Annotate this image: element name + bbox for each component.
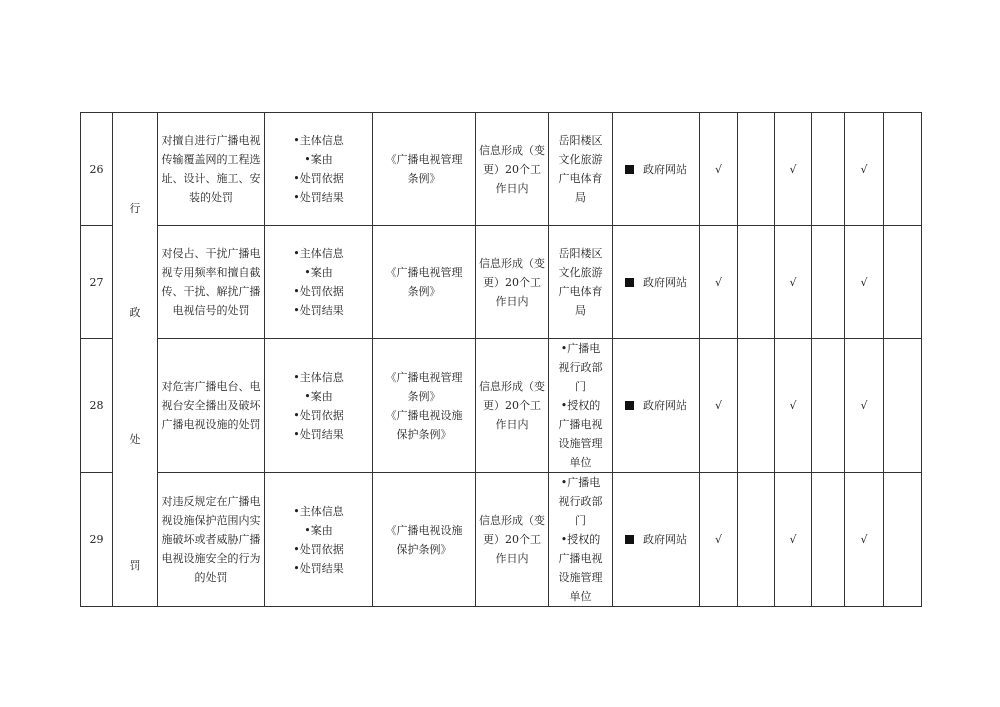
content-item: •主体信息 <box>293 247 344 260</box>
table-row <box>81 226 922 339</box>
check-cell: √ <box>775 226 812 339</box>
channel-cell <box>613 226 700 339</box>
subject-line: 文化旅游 <box>558 153 603 166</box>
subject-line: 岳阳楼区 <box>558 134 603 147</box>
square-bullet-icon <box>625 278 634 287</box>
channel-cell <box>613 339 700 473</box>
content-item: •处罚依据 <box>293 172 344 185</box>
subject-cell <box>549 473 613 607</box>
content-cell <box>265 473 373 607</box>
channel-cell <box>613 473 700 607</box>
subject-line: 广电体育 <box>558 285 603 298</box>
check-cell: √ <box>845 113 884 226</box>
matter-cell: 对违反规定在广播电视设施保护范围内实施破坏或者威胁广播电视设施安全的行为的处罚 <box>158 473 265 607</box>
subject-cell <box>549 113 613 226</box>
check-cell <box>812 339 845 473</box>
subject-line: 局 <box>575 304 586 317</box>
category-char: 行 <box>129 202 141 215</box>
basis-line: 《广播电视管理 <box>385 370 463 384</box>
content-item: •处罚依据 <box>293 285 344 298</box>
square-bullet-icon <box>625 401 634 410</box>
square-bullet-icon <box>625 535 634 544</box>
check-cell <box>884 339 922 473</box>
subject-line: 门 <box>575 380 586 393</box>
content-item: •处罚结果 <box>293 561 344 575</box>
check-cell: √ <box>700 113 738 226</box>
basis-cell <box>373 226 476 339</box>
check-cell: √ <box>845 473 884 607</box>
row-number: 29 <box>81 473 113 607</box>
subject-line: 广电体育 <box>558 172 603 185</box>
subject-line: 单位 <box>569 590 592 603</box>
subject-line: 门 <box>575 514 586 527</box>
time-cell: 信息形成（变更）20个工作日内 <box>476 473 549 607</box>
basis-line: 《广播电视管理 <box>385 266 463 279</box>
row-number: 26 <box>81 113 113 226</box>
time-cell: 信息形成（变更）20个工作日内 <box>476 113 549 226</box>
channel-label: 政府网站 <box>643 399 687 412</box>
content-item: •案由 <box>304 523 333 537</box>
table-row <box>81 473 922 607</box>
subject-cell <box>549 226 613 339</box>
content-item: •主体信息 <box>293 370 344 384</box>
channel-label: 政府网站 <box>643 533 687 546</box>
subject-line: 设施管理 <box>558 571 603 584</box>
check-cell <box>738 226 775 339</box>
check-cell: √ <box>775 339 812 473</box>
category-char: 政 <box>129 306 141 319</box>
check-cell <box>812 113 845 226</box>
subject-line: •授权的 <box>560 399 601 412</box>
time-cell: 信息形成（变更）20个工作日内 <box>476 339 549 473</box>
time-cell: 信息形成（变更）20个工作日内 <box>476 226 549 339</box>
content-item: •案由 <box>304 389 333 403</box>
content-item: •处罚结果 <box>293 191 344 204</box>
basis-line: 保护条例》 <box>396 427 452 441</box>
subject-line: 设施管理 <box>558 437 603 450</box>
content-item: •主体信息 <box>293 134 344 147</box>
channel-label: 政府网站 <box>643 162 687 176</box>
subject-line: 岳阳楼区 <box>558 247 603 260</box>
matter-cell: 对危害广播电台、电视台安全播出及破坏广播电视设施的处罚 <box>158 339 265 473</box>
content-item: •处罚依据 <box>293 408 344 422</box>
content-cell <box>265 226 373 339</box>
subject-cell <box>549 339 613 473</box>
content-item: •案由 <box>304 153 333 166</box>
subject-line: 单位 <box>569 456 592 469</box>
basis-cell <box>373 473 476 607</box>
subject-line: 文化旅游 <box>558 266 603 279</box>
check-cell <box>884 473 922 607</box>
row-number: 27 <box>81 226 113 339</box>
basis-cell <box>373 339 476 473</box>
subject-line: 广播电视 <box>558 418 603 431</box>
category-char: 罚 <box>129 559 141 572</box>
check-cell <box>738 113 775 226</box>
subject-line: 广播电视 <box>558 552 603 565</box>
basis-cell <box>373 113 476 226</box>
table-row <box>81 339 922 473</box>
channel-label: 政府网站 <box>643 275 687 289</box>
basis-line: 《广播电视设施 <box>385 523 463 537</box>
content-item: •处罚结果 <box>293 427 344 441</box>
check-cell: √ <box>845 226 884 339</box>
subject-line: •广播电 <box>560 476 601 489</box>
check-cell <box>812 473 845 607</box>
check-cell: √ <box>775 113 812 226</box>
content-item: •主体信息 <box>293 504 344 518</box>
content-item: •处罚依据 <box>293 542 344 556</box>
channel-cell <box>613 113 700 226</box>
matter-cell: 对侵占、干扰广播电视专用频率和擅自截传、干扰、解扰广播电视信号的处罚 <box>158 226 265 339</box>
matter-cell: 对擅自进行广播电视传输覆盖网的工程选址、设计、施工、安装的处罚 <box>158 113 265 226</box>
content-cell <box>265 339 373 473</box>
category-char: 处 <box>129 433 141 446</box>
check-cell <box>812 226 845 339</box>
check-cell: √ <box>700 226 738 339</box>
subject-line: 视行政部 <box>558 495 603 508</box>
check-cell: √ <box>700 339 738 473</box>
subject-line: •广播电 <box>560 342 601 355</box>
check-cell <box>884 226 922 339</box>
check-cell <box>738 473 775 607</box>
basis-line: 《广播电视设施 <box>385 408 463 422</box>
table-row <box>81 113 922 226</box>
check-cell: √ <box>775 473 812 607</box>
basis-line: 保护条例》 <box>396 542 452 556</box>
basis-line: 《广播电视管理 <box>385 153 463 166</box>
row-number: 28 <box>81 339 113 473</box>
content-item: •处罚结果 <box>293 304 344 317</box>
check-cell: √ <box>845 339 884 473</box>
check-cell <box>884 113 922 226</box>
content-cell <box>265 113 373 226</box>
square-bullet-icon <box>625 165 634 174</box>
subject-line: •授权的 <box>560 533 601 546</box>
basis-line: 条例》 <box>407 285 441 298</box>
basis-line: 条例》 <box>407 172 441 185</box>
category-cell <box>113 113 158 607</box>
check-cell: √ <box>700 473 738 607</box>
check-cell <box>738 339 775 473</box>
subject-line: 局 <box>575 191 586 204</box>
disclosure-table <box>80 112 922 607</box>
subject-line: 视行政部 <box>558 361 603 374</box>
basis-line: 条例》 <box>407 389 441 403</box>
content-item: •案由 <box>304 266 333 279</box>
